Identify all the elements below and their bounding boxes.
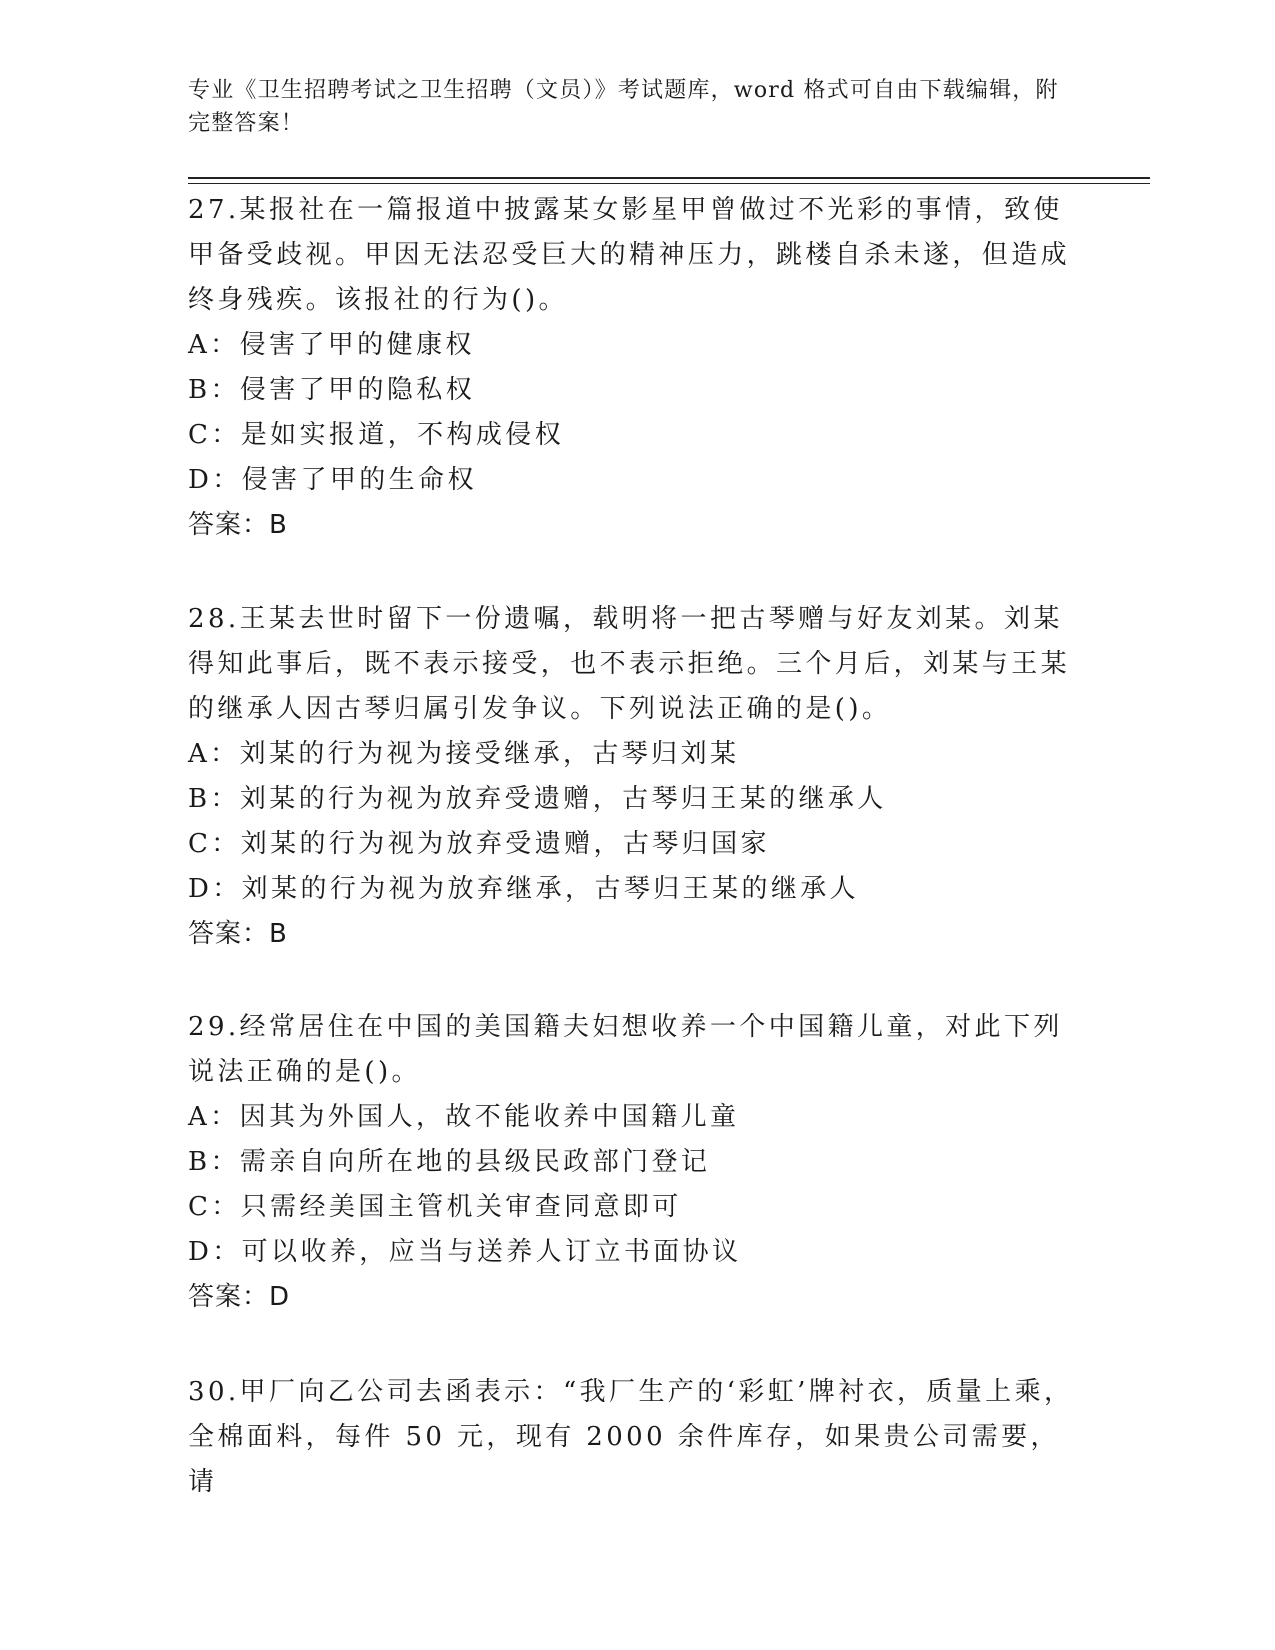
question-stem: 30.甲厂向乙公司去函表示：“我厂生产的‘彩虹’牌衬衣，质量上乘，全棉面料，每件 50 元，现有 2000 余件库存，如果贵公司需要，请 [188, 1377, 1074, 1497]
question-28 [188, 597, 1088, 957]
header-divider-thin [188, 183, 1150, 184]
option-a: A：侵害了甲的健康权 [188, 330, 475, 360]
option-c: C：只需经美国主管机关审查同意即可 [188, 1192, 682, 1222]
answer: 答案：B [188, 919, 288, 949]
answer: 答案：B [188, 510, 288, 540]
question-stem: 29.经常居住在中国的美国籍夫妇想收养一个中国籍儿童，对此下列说法正确的是()。 [188, 1012, 1063, 1087]
option-a: A：刘某的行为视为接受继承，古琴归刘某 [188, 739, 740, 769]
option-d: D：刘某的行为视为放弃继承，古琴归王某的继承人 [188, 874, 860, 904]
option-b: B：需亲自向所在地的县级民政部门登记 [188, 1147, 711, 1177]
option-a: A：因其为外国人，故不能收养中国籍儿童 [188, 1102, 740, 1132]
question-stem: 27.某报社在一篇报道中披露某女影星甲曾做过不光彩的事情，致使甲备受歧视。甲因无法忍受巨大的精神压力，跳楼自杀未遂，但造成终身残疾。该报社的行为()。 [188, 195, 1071, 315]
option-b: B：侵害了甲的隐私权 [188, 375, 476, 405]
page-header: 专业《卫生招聘考试之卫生招聘（文员）》考试题库，word 格式可自由下载编辑，附完整答案！ [188, 78, 1059, 136]
answer: 答案：D [188, 1282, 291, 1312]
question-29 [188, 1005, 1088, 1320]
option-c: C：刘某的行为视为放弃受遗赠，古琴归国家 [188, 829, 770, 859]
option-c: C：是如实报道，不构成侵权 [188, 420, 565, 450]
question-stem: 28.王某去世时留下一份遗嘱，载明将一把古琴赠与好友刘某。刘某得知此事后，既不表示接受，也不表示拒绝。三个月后，刘某与王某的继承人因古琴归属引发争议。下列说法正确的是()。 [188, 604, 1071, 724]
question-27 [188, 188, 1088, 548]
option-b: B：刘某的行为视为放弃受遗赠，古琴归王某的继承人 [188, 784, 887, 814]
question-30 [188, 1370, 1088, 1505]
header-divider-thick [188, 177, 1150, 179]
option-d: D：可以收养，应当与送养人订立书面协议 [188, 1237, 742, 1267]
option-d: D：侵害了甲的生命权 [188, 465, 477, 495]
